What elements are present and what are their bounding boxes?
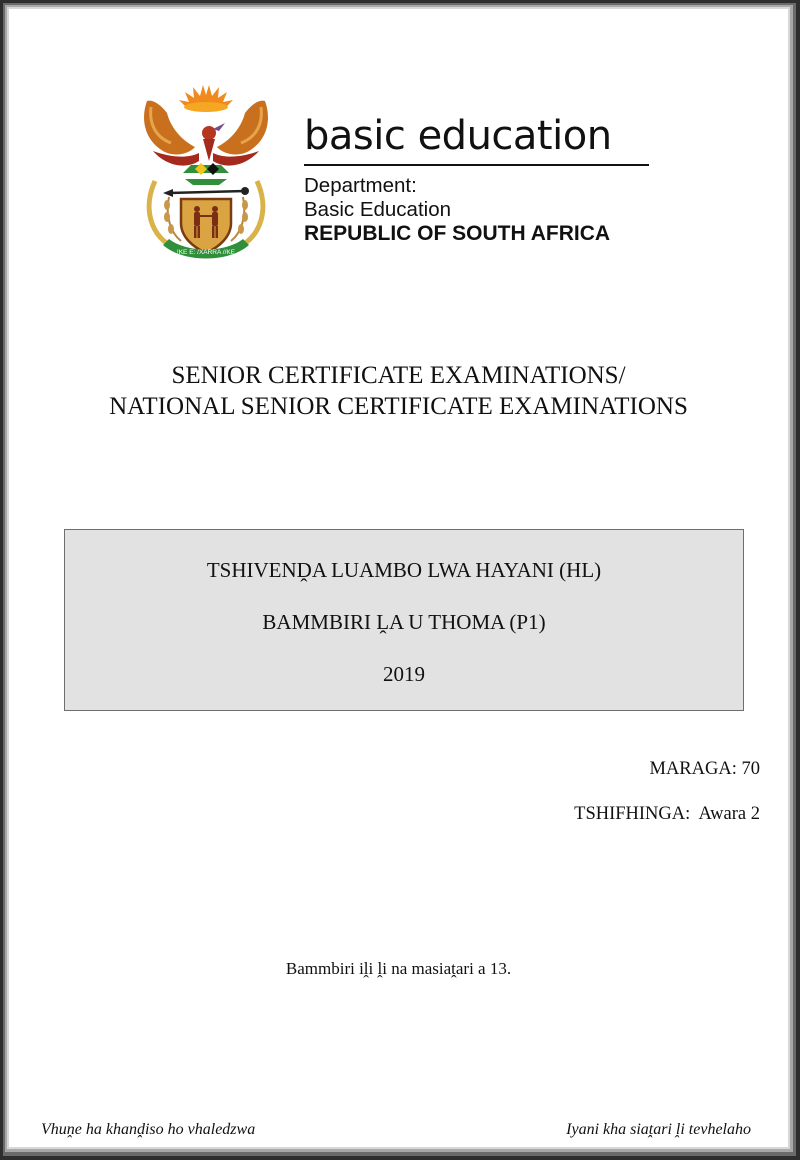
document-page xyxy=(9,9,788,1147)
coat-of-arms-icon xyxy=(133,77,279,263)
exam-heading xyxy=(9,360,788,422)
marks-label: MARAGA: 70 xyxy=(649,759,760,779)
department-name: Basic Education xyxy=(304,198,452,221)
department-brand xyxy=(302,113,662,246)
crest-motto: !KE E: /XARRA //KE xyxy=(176,249,236,256)
page-frame-mid xyxy=(3,3,796,1156)
footer-copyright-note: Vhuṋe ha khanḓiso ho vhaledzwa xyxy=(41,1121,256,1138)
footer-turn-over-note: Iyani kha siaṱari ḽi tevhelaho xyxy=(566,1121,751,1138)
exam-heading-line-2: NATIONAL SENIOR CERTIFICATE EXAMINATIONS xyxy=(109,393,688,420)
exam-year: 2019 xyxy=(383,662,425,686)
exam-heading-line-1: SENIOR CERTIFICATE EXAMINATIONS/ xyxy=(171,362,626,389)
time-label: TSHIFHINGA: Awara 2 xyxy=(574,804,760,824)
subject-title: TSHIVENḒA LUAMBO LWA HAYANI (HL) xyxy=(206,558,602,582)
country-name: REPUBLIC OF SOUTH AFRICA xyxy=(304,222,611,245)
paper-title: BAMMBIRI ḼA U THOMA (P1) xyxy=(262,610,546,634)
protea-band xyxy=(183,163,229,185)
page-frame-light xyxy=(7,7,790,1149)
page-count-note: Bammbiri iḽi ḽi na masiaṱari a 13. xyxy=(285,959,512,978)
coat-of-arms-logo xyxy=(133,77,279,263)
page-frame-inner xyxy=(5,5,793,1152)
subject-box xyxy=(64,529,744,711)
brand-divider xyxy=(304,164,649,166)
brand-title: basic education xyxy=(304,113,612,159)
sun-icon xyxy=(179,85,233,112)
department-label: Department: xyxy=(304,174,417,197)
